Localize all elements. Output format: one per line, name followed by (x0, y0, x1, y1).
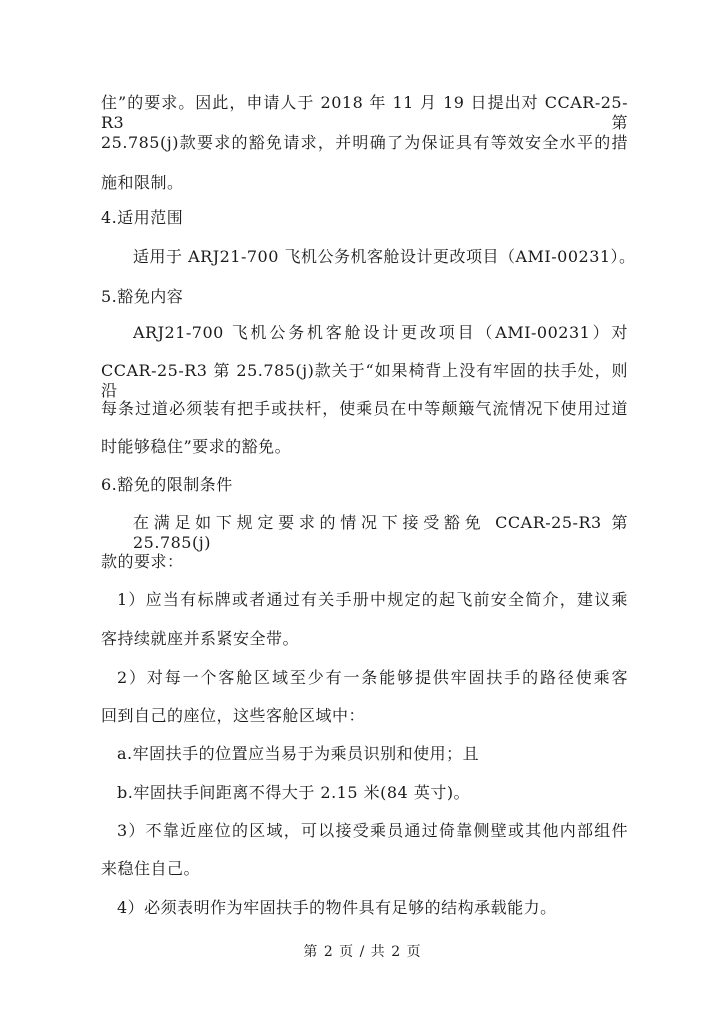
section-heading-conditions: 6.豁免的限制条件 (101, 475, 233, 494)
list-item: 4）必须表明作为牢固扶手的物件具有足够的结构承载能力。 (117, 898, 557, 917)
paragraph-line: 每条过道必须装有把手或扶杆，使乘员在中等颠簸气流情况下使用过道 (101, 399, 628, 418)
paragraph-line: 住”的要求。因此，申请人于 2018 年 11 月 19 日提出对 CCAR-25-R3 第 (101, 93, 628, 132)
paragraph-line: 款的要求： (101, 552, 184, 571)
section-heading-content: 5.豁免内容 (101, 287, 184, 306)
list-item-continuation: 客持续就座并系紧安全带。 (101, 629, 300, 648)
paragraph-line: 在满足如下规定要求的情况下接受豁免 CCAR-25-R3 第 25.785(j) (133, 513, 628, 552)
paragraph-line: 时能够稳住”要求的豁免。 (101, 437, 292, 456)
page-number-footer: 第 2 页 / 共 2 页 (303, 944, 422, 960)
list-item: 2）对每一个客舱区域至少有一条能够提供牢固扶手的路径使乘客 (117, 668, 628, 687)
paragraph-line: 施和限制。 (101, 173, 184, 192)
sub-list-item-a: a.牢固扶手的位置应当易于为乘员识别和使用；且 (117, 744, 480, 763)
list-item-continuation: 回到自己的座位，这些客舱区域中： (101, 706, 366, 725)
sub-list-item-b: b.牢固扶手间距离不得大于 2.15 米(84 英寸)。 (117, 783, 471, 802)
list-item: 3）不靠近座位的区域，可以接受乘员通过倚靠侧壁或其他内部组件 (117, 821, 628, 840)
paragraph-line: CCAR-25-R3 第 25.785(j)款关于“如果椅背上没有牢固的扶手处，则沿 (101, 361, 628, 400)
paragraph-line: ARJ21-700 飞机公务机客舱设计更改项目（AMI-00231）对 (133, 323, 628, 342)
paragraph-line: 适用于 ARJ21-700 飞机公务机客舱设计更改项目（AMI-00231）。 (133, 247, 636, 266)
paragraph-line: 25.785(j)款要求的豁免请求，并明确了为保证具有等效安全水平的措 (101, 133, 628, 152)
list-item-continuation: 来稳住自己。 (101, 859, 201, 878)
list-item: 1）应当有标牌或者通过有关手册中规定的起飞前安全简介，建议乘 (117, 590, 628, 609)
section-heading-scope: 4.适用范围 (101, 208, 184, 227)
